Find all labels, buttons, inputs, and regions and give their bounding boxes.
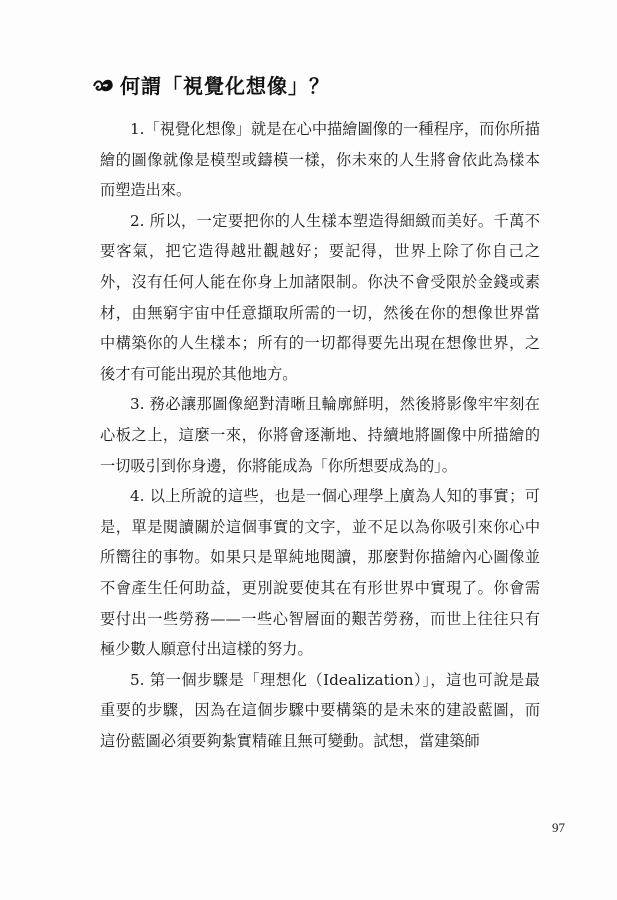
section-title: 何謂「視覺化想像」？ bbox=[120, 74, 330, 98]
paragraph-2: 2. 所以，一定要把你的人生樣本塑造得細緻而美好。千萬不要客氣，把它造得越壯觀越好；要記得，世界上除了你自己之外，沒有任何人能在你身上加諸限制。你決不會受限於金錢或素材，由無窮宇宙中任意擷取所需的一切，然後在你的想像世界當中構築你的人生樣本；所有的一切都得要先出現在想像世界，之後才有可能出現於其他地方。 bbox=[100, 211, 540, 383]
body-text bbox=[100, 114, 540, 756]
floral-heart-icon bbox=[92, 76, 114, 94]
paragraph-4: 4. 以上所說的這些，也是一個心理學上廣為人知的事實；可是，單是閱讀關於這個事實的文字，並不足以為你吸引來你心中所嚮往的事物。如果只是單純地閱讀，那麼對你描繪內心圖像並不會產生任何助益，更別說要使其在有形世界中實現了。你會需要付出一些勞務——一些心智層面的艱苦勞務，而世上往往只有極少數人願意付出這樣的努力。 bbox=[100, 487, 540, 659]
paragraph-5: 5. 第一個步驟是「理想化（Idealization）」，這也可說是最重要的步驟，因為在這個步驟中要構築的是未來的建設藍圖，而這份藍圖必須要夠紮實精確且無可變動。試想，當建築師 bbox=[100, 670, 540, 750]
page-number: 97 bbox=[552, 820, 565, 835]
paragraph-3: 3. 務必讓那圖像絕對清晰且輪廓鮮明，然後將影像牢牢刻在心板之上，這麼一來，你將會逐漸地、持續地將圖像中所描繪的一切吸引到你身邊，你將能成為「你所想要成為的」。 bbox=[100, 395, 540, 475]
section-heading bbox=[92, 70, 330, 99]
paragraph-1: 1.「視覺化想像」就是在心中描繪圖像的一種程序，而你所描繪的圖像就像是模型或鑄模一樣，你未來的人生將會依此為樣本而塑造出來。 bbox=[100, 120, 540, 200]
